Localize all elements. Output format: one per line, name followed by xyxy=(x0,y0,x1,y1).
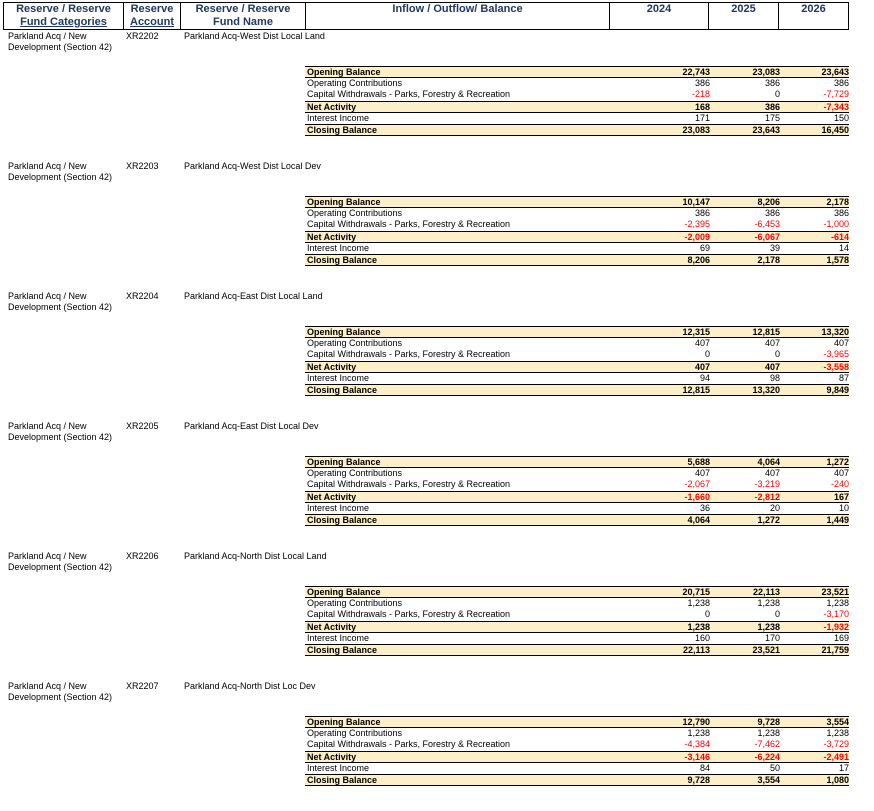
cell-value: 13,320 xyxy=(752,385,780,396)
header-year-2025 xyxy=(709,2,779,30)
row-label: Operating Contributions xyxy=(307,207,403,218)
fund-name: Parkland Acq-East Dist Local Land xyxy=(184,291,323,301)
cell-value: 1,272 xyxy=(757,515,780,526)
table-row-contrib xyxy=(305,468,849,480)
row-label: Closing Balance xyxy=(307,645,378,656)
table-row-closing xyxy=(305,384,849,396)
fund-account: XR2203 xyxy=(126,161,159,171)
header-year-2026 xyxy=(779,2,849,30)
fund-block xyxy=(0,31,874,161)
cell-value: 23,083 xyxy=(682,125,710,136)
row-label: Closing Balance xyxy=(307,385,378,396)
fund-category xyxy=(8,551,124,573)
table-row-withdraw xyxy=(305,219,849,231)
fund-category xyxy=(8,161,124,183)
cell-value: 12,815 xyxy=(682,385,710,396)
fund-category-line: Development (Section 42) xyxy=(8,432,113,442)
row-label: Closing Balance xyxy=(307,255,378,266)
cell-value: -2,395 xyxy=(684,219,710,230)
header-fund-name xyxy=(181,2,306,30)
cell-value: -6,453 xyxy=(754,219,780,230)
cell-value: -7,729 xyxy=(823,89,849,100)
fund-category-line: Development (Section 42) xyxy=(8,692,113,702)
table-row-closing xyxy=(305,644,849,656)
fund-category-line: Parkland Acq / New xyxy=(8,31,87,41)
cell-value: 386 xyxy=(764,102,780,113)
cell-value: 407 xyxy=(764,362,780,373)
fund-table xyxy=(305,716,849,786)
row-label: Net Activity xyxy=(307,622,357,633)
cell-value: -2,491 xyxy=(823,752,849,763)
fund-category-line: Development (Section 42) xyxy=(8,172,113,182)
table-row-withdraw xyxy=(305,479,849,491)
fund-category-line: Parkland Acq / New xyxy=(8,421,87,431)
cell-value: -6,224 xyxy=(754,752,780,763)
cell-value: -2,067 xyxy=(684,479,710,490)
table-row-interest xyxy=(305,243,849,255)
fund-block xyxy=(0,681,874,811)
row-label: Interest Income xyxy=(307,502,370,513)
row-label: Interest Income xyxy=(307,242,370,253)
fund-name: Parkland Acq-West Dist Local Land xyxy=(184,31,325,41)
cell-value: 1,238 xyxy=(757,622,780,633)
cell-value: 4,064 xyxy=(757,457,780,467)
cell-value: 150 xyxy=(833,112,849,123)
cell-value: 407 xyxy=(694,467,710,478)
fund-category xyxy=(8,681,124,703)
cell-value: 1,238 xyxy=(687,727,710,738)
cell-value: 9,728 xyxy=(757,717,780,727)
table-row-interest xyxy=(305,503,849,515)
row-label: Opening Balance xyxy=(307,717,381,727)
fund-table xyxy=(305,586,849,656)
fund-block xyxy=(0,551,874,681)
table-row-contrib xyxy=(305,208,849,220)
cell-value: 23,521 xyxy=(821,587,849,597)
header-label: Fund Name xyxy=(213,16,273,28)
cell-value: 3,554 xyxy=(826,717,849,727)
header-label: 2024 xyxy=(646,3,672,15)
cell-value: 1,238 xyxy=(687,597,710,608)
table-row-net xyxy=(305,361,849,373)
cell-value: 1,272 xyxy=(826,457,849,467)
cell-value: -7,343 xyxy=(823,102,849,113)
cell-value: 84 xyxy=(699,762,710,773)
fund-account: XR2202 xyxy=(126,31,159,41)
table-row-opening xyxy=(305,456,849,468)
cell-value: 21,759 xyxy=(821,645,849,656)
table-row-interest xyxy=(305,633,849,645)
header-label: Account xyxy=(130,16,174,28)
fund-category-line: Parkland Acq / New xyxy=(8,161,87,171)
cell-value: -3,729 xyxy=(823,739,849,750)
cell-value: 386 xyxy=(833,207,849,218)
cell-value: 3,554 xyxy=(757,775,780,786)
table-row-withdraw xyxy=(305,349,849,361)
cell-value: 407 xyxy=(694,337,710,348)
fund-table xyxy=(305,196,849,266)
cell-value: 9,728 xyxy=(687,775,710,786)
cell-value: 386 xyxy=(694,77,710,88)
row-label: Net Activity xyxy=(307,752,357,763)
row-label: Interest Income xyxy=(307,762,370,773)
row-label: Opening Balance xyxy=(307,327,381,337)
table-row-contrib xyxy=(305,598,849,610)
table-row-opening xyxy=(305,326,849,338)
cell-value: -3,146 xyxy=(684,752,710,763)
cell-value: 22,113 xyxy=(752,587,780,597)
table-row-closing xyxy=(305,774,849,786)
cell-value: -3,219 xyxy=(754,479,780,490)
cell-value: 2,178 xyxy=(826,197,849,207)
cell-value: 168 xyxy=(694,102,710,113)
row-label: Interest Income xyxy=(307,372,370,383)
table-row-withdraw xyxy=(305,739,849,751)
cell-value: 69 xyxy=(699,242,710,253)
table-row-withdraw xyxy=(305,89,849,101)
cell-value: -614 xyxy=(830,232,849,243)
cell-value: 23,083 xyxy=(752,67,780,77)
cell-value: -240 xyxy=(830,479,849,490)
cell-value: 171 xyxy=(694,112,710,123)
cell-value: 23,643 xyxy=(752,125,780,136)
cell-value: 12,815 xyxy=(752,327,780,337)
cell-value: 13,320 xyxy=(821,327,849,337)
cell-value: 14 xyxy=(838,242,849,253)
cell-value: 94 xyxy=(699,372,710,383)
row-label: Operating Contributions xyxy=(307,597,403,608)
row-label: Opening Balance xyxy=(307,197,381,207)
fund-block xyxy=(0,291,874,421)
header-fund-categories xyxy=(3,2,124,30)
cell-value: 386 xyxy=(833,77,849,88)
cell-value: 22,743 xyxy=(682,67,710,77)
fund-category xyxy=(8,421,124,443)
cell-value: 1,080 xyxy=(826,775,849,786)
table-row-opening xyxy=(305,716,849,728)
cell-value: 12,315 xyxy=(682,327,710,337)
table-row-interest xyxy=(305,373,849,385)
row-label: Interest Income xyxy=(307,112,370,123)
table-row-net xyxy=(305,101,849,113)
fund-category-line: Development (Section 42) xyxy=(8,562,113,572)
row-label: Opening Balance xyxy=(307,587,381,597)
cell-value: -1,932 xyxy=(823,622,849,633)
row-label: Capital Withdrawals - Parks, Forestry & Recreation xyxy=(307,609,511,620)
cell-value: 9,849 xyxy=(826,385,849,396)
cell-value: 407 xyxy=(764,337,780,348)
row-label: Capital Withdrawals - Parks, Forestry & Recreation xyxy=(307,479,511,490)
table-row-closing xyxy=(305,514,849,526)
row-label: Operating Contributions xyxy=(307,337,403,348)
cell-value: -3,558 xyxy=(823,362,849,373)
row-label: Net Activity xyxy=(307,492,357,503)
fund-account: XR2204 xyxy=(126,291,159,301)
fund-account: XR2206 xyxy=(126,551,159,561)
header-label: Reserve xyxy=(130,3,174,15)
table-row-net xyxy=(305,751,849,763)
fund-category-line: Parkland Acq / New xyxy=(8,681,87,691)
fund-block xyxy=(0,421,874,551)
cell-value: 5,688 xyxy=(687,457,710,467)
table-row-closing xyxy=(305,254,849,266)
cell-value: 169 xyxy=(833,632,849,643)
row-label: Capital Withdrawals - Parks, Forestry & Recreation xyxy=(307,349,511,360)
row-label: Closing Balance xyxy=(307,775,378,786)
table-row-closing xyxy=(305,124,849,136)
cell-value: 20,715 xyxy=(682,587,710,597)
cell-value: 386 xyxy=(694,207,710,218)
cell-value: 0 xyxy=(704,349,710,360)
cell-value: 23,643 xyxy=(821,67,849,77)
cell-value: 23,521 xyxy=(752,645,780,656)
cell-value: 39 xyxy=(769,242,780,253)
header-label: Reserve / Reserve xyxy=(195,3,291,15)
row-label: Operating Contributions xyxy=(307,77,403,88)
fund-table xyxy=(305,66,849,136)
cell-value: 160 xyxy=(694,632,710,643)
cell-value: 1,449 xyxy=(826,515,849,526)
cell-value: -1,000 xyxy=(823,219,849,230)
cell-value: 2,178 xyxy=(757,255,780,266)
cell-value: 20 xyxy=(769,502,780,513)
fund-category-line: Parkland Acq / New xyxy=(8,291,87,301)
cell-value: 87 xyxy=(838,372,849,383)
row-label: Opening Balance xyxy=(307,67,381,77)
fund-name: Parkland Acq-East Dist Local Dev xyxy=(184,421,319,431)
header-inflow-outflow xyxy=(306,2,610,30)
row-label: Operating Contributions xyxy=(307,727,403,738)
cell-value: 386 xyxy=(764,77,780,88)
cell-value: 22,113 xyxy=(682,645,710,656)
cell-value: 1,578 xyxy=(826,255,849,266)
cell-value: 1,238 xyxy=(826,597,849,608)
fund-category xyxy=(8,291,124,313)
table-row-net xyxy=(305,231,849,243)
header-label: Inflow / Outflow/ Balance xyxy=(392,3,523,15)
header-label: Fund Categories xyxy=(20,16,107,28)
fund-account: XR2207 xyxy=(126,681,159,691)
cell-value: -3,170 xyxy=(823,609,849,620)
cell-value: -6,067 xyxy=(754,232,780,243)
cell-value: -1,660 xyxy=(684,492,710,503)
row-label: Capital Withdrawals - Parks, Forestry & Recreation xyxy=(307,219,511,230)
table-row-contrib xyxy=(305,728,849,740)
row-label: Interest Income xyxy=(307,632,370,643)
row-label: Capital Withdrawals - Parks, Forestry & Recreation xyxy=(307,89,511,100)
header-label: 2026 xyxy=(801,3,826,15)
table-row-opening xyxy=(305,196,849,208)
table-row-opening xyxy=(305,586,849,598)
cell-value: 407 xyxy=(833,467,849,478)
cell-value: 8,206 xyxy=(757,197,780,207)
header-label: 2025 xyxy=(731,3,756,15)
cell-value: 407 xyxy=(833,337,849,348)
cell-value: 1,238 xyxy=(757,597,780,608)
cell-value: 10,147 xyxy=(682,197,710,207)
cell-value: 407 xyxy=(764,467,780,478)
cell-value: 17 xyxy=(838,762,849,773)
table-row-net xyxy=(305,491,849,503)
row-label: Net Activity xyxy=(307,362,357,373)
cell-value: -2,009 xyxy=(684,232,710,243)
cell-value: 10 xyxy=(838,502,849,513)
header-label: Reserve / Reserve xyxy=(16,3,111,15)
fund-category-line: Development (Section 42) xyxy=(8,302,113,312)
fund-name: Parkland Acq-West Dist Local Dev xyxy=(184,161,321,171)
fund-category xyxy=(8,31,124,53)
fund-table xyxy=(305,326,849,396)
table-row-contrib xyxy=(305,338,849,350)
cell-value: 12,790 xyxy=(682,717,710,727)
table-row-contrib xyxy=(305,78,849,90)
cell-value: 0 xyxy=(774,609,780,620)
cell-value: -4,384 xyxy=(684,739,710,750)
row-label: Net Activity xyxy=(307,102,357,113)
cell-value: 0 xyxy=(774,89,780,100)
fund-account: XR2205 xyxy=(126,421,159,431)
cell-value: -2,812 xyxy=(754,492,780,503)
cell-value: 170 xyxy=(764,632,780,643)
cell-value: 4,064 xyxy=(687,515,710,526)
cell-value: 16,450 xyxy=(821,125,849,136)
cell-value: -3,965 xyxy=(823,349,849,360)
cell-value: 175 xyxy=(764,112,780,123)
cell-value: 36 xyxy=(699,502,710,513)
row-label: Closing Balance xyxy=(307,125,378,136)
table-row-opening xyxy=(305,66,849,78)
fund-category-line: Parkland Acq / New xyxy=(8,551,87,561)
table-row-withdraw xyxy=(305,609,849,621)
cell-value: -218 xyxy=(691,89,710,100)
cell-value: 50 xyxy=(769,762,780,773)
fund-name: Parkland Acq-North Dist Local Land xyxy=(184,551,327,561)
row-label: Net Activity xyxy=(307,232,357,243)
cell-value: 407 xyxy=(694,362,710,373)
fund-name: Parkland Acq-North Dist Loc Dev xyxy=(184,681,316,691)
cell-value: 1,238 xyxy=(757,727,780,738)
table-row-net xyxy=(305,621,849,633)
table-row-interest xyxy=(305,763,849,775)
fund-table xyxy=(305,456,849,526)
table-row-interest xyxy=(305,113,849,125)
row-label: Closing Balance xyxy=(307,515,378,526)
row-label: Opening Balance xyxy=(307,457,381,467)
header-reserve-account xyxy=(124,2,181,30)
cell-value: 0 xyxy=(774,349,780,360)
cell-value: 386 xyxy=(764,207,780,218)
cell-value: -7,462 xyxy=(754,739,780,750)
cell-value: 8,206 xyxy=(687,255,710,266)
cell-value: 0 xyxy=(704,609,710,620)
fund-block xyxy=(0,161,874,291)
header-year-2024 xyxy=(610,2,709,30)
cell-value: 1,238 xyxy=(826,727,849,738)
row-label: Capital Withdrawals - Parks, Forestry & Recreation xyxy=(307,739,511,750)
cell-value: 1,238 xyxy=(687,622,710,633)
cell-value: 167 xyxy=(833,492,849,503)
cell-value: 98 xyxy=(769,372,780,383)
row-label: Operating Contributions xyxy=(307,467,403,478)
fund-category-line: Development (Section 42) xyxy=(8,42,113,52)
